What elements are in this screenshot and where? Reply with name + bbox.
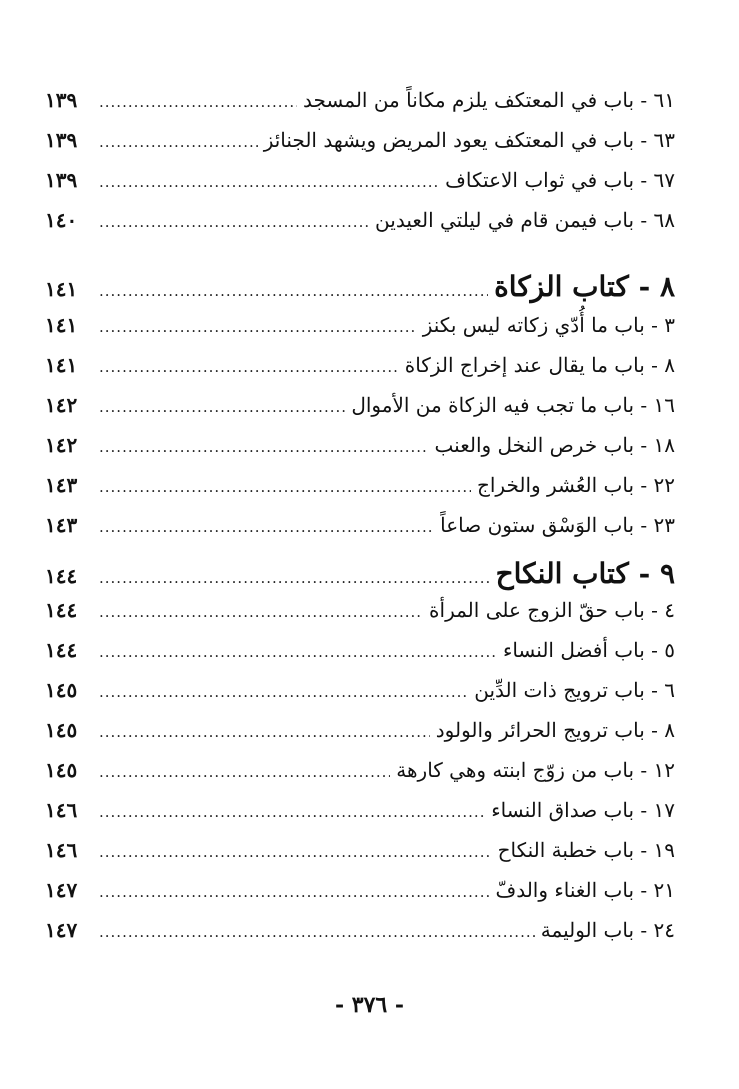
- dot-leader: [99, 173, 439, 191]
- dot-leader: [99, 643, 497, 661]
- entry-page-number: ١٤٠: [45, 208, 78, 232]
- toc-entry: [45, 473, 675, 497]
- entry-title: ٢٤ - باب الوليمة: [540, 918, 675, 942]
- dot-leader: [99, 358, 399, 376]
- entry-title: ٦٧ - باب في ثواب الاعتكاف: [445, 168, 675, 192]
- dot-leader: [99, 282, 488, 300]
- dot-leader: [99, 803, 485, 821]
- dot-leader: [99, 518, 434, 536]
- entry-page-number: ١٤١: [45, 313, 78, 337]
- entry-page-number: ١٤١: [45, 277, 78, 301]
- toc-entry: [45, 353, 675, 377]
- entry-title: ٢٣ - باب الوَسْق ستون صاعاً: [440, 513, 675, 537]
- toc-entry: [45, 208, 675, 232]
- dot-leader: [99, 478, 471, 496]
- toc-entry: [45, 313, 675, 337]
- dot-leader: [99, 93, 297, 111]
- entry-page-number: ١٤٧: [45, 918, 78, 942]
- toc-entry: [45, 838, 675, 862]
- entry-title: ١٦ - باب ما تجب فيه الزكاة من الأموال: [351, 393, 675, 417]
- entry-page-number: ١٤٣: [45, 473, 78, 497]
- chapter-title: ٨ - كتاب الزكاة: [494, 270, 675, 303]
- entry-title: ١٨ - باب خرص النخل والعنب: [434, 433, 675, 457]
- entry-title: ١٩ - باب خطبة النكاح: [497, 838, 675, 862]
- toc-entry: [45, 798, 675, 822]
- entry-page-number: ١٣٩: [45, 88, 78, 112]
- dot-leader: [99, 603, 423, 621]
- entry-title: ٢٢ - باب العُشر والخراج: [476, 473, 675, 497]
- entry-page-number: ١٤٤: [45, 598, 78, 622]
- dot-leader: [99, 133, 258, 151]
- entry-title: ٥ - باب أفضل النساء: [502, 638, 675, 662]
- entry-page-number: ١٣٩: [45, 168, 78, 192]
- entry-title: ٦١ - باب في المعتكف يلزم مكاناً من المسجد: [303, 88, 675, 112]
- toc-entry: [45, 638, 675, 662]
- entry-page-number: ١٤٤: [45, 564, 78, 588]
- entry-title: ٣ - باب ما أُدّي زكاته ليس بكنز: [422, 313, 675, 337]
- entry-page-number: ١٤٥: [45, 758, 78, 782]
- dot-leader: [99, 843, 492, 861]
- entry-title: ٦٣ - باب في المعتكف يعود المريض ويشهد الجنائز: [263, 128, 675, 152]
- entry-title: ١٢ - باب من زوّج ابنته وهي كارهة: [396, 758, 675, 782]
- dot-leader: [99, 438, 429, 456]
- entry-page-number: ١٤٦: [45, 798, 78, 822]
- toc-entry: [45, 393, 675, 417]
- chapter-title: ٩ - كتاب النكاح: [495, 557, 675, 590]
- entry-page-number: ١٤٢: [45, 433, 78, 457]
- entry-title: ٢١ - باب الغناء والدفّ: [495, 878, 675, 902]
- toc-entry: [45, 878, 675, 902]
- dot-leader: [99, 569, 490, 587]
- dot-leader: [99, 723, 430, 741]
- toc-entry: [45, 598, 675, 622]
- entry-title: ٦٨ - باب فيمن قام في ليلتي العيدين: [375, 208, 675, 232]
- page-number: - ٣٧٦ -: [334, 992, 405, 1018]
- toc-entry: [45, 433, 675, 457]
- entry-page-number: ١٤٢: [45, 393, 78, 417]
- entry-page-number: ١٤١: [45, 353, 78, 377]
- toc-entry: [45, 758, 675, 782]
- entry-page-number: ١٤٥: [45, 678, 78, 702]
- entry-title: ١٧ - باب صداق النساء: [491, 798, 675, 822]
- entry-title: ٨ - باب ترويج الحرائر والولود: [435, 718, 675, 742]
- entry-page-number: ١٣٩: [45, 128, 78, 152]
- dot-leader: [99, 683, 468, 701]
- toc-entry: [45, 88, 675, 112]
- toc-entry: [45, 128, 675, 152]
- entry-page-number: ١٤٧: [45, 878, 78, 902]
- toc-entry: [45, 718, 675, 742]
- entry-title: ٦ - باب ترويج ذات الدِّين: [474, 678, 675, 702]
- toc-entry: [45, 918, 675, 942]
- chapter-heading: [45, 557, 675, 590]
- entry-page-number: ١٤٣: [45, 513, 78, 537]
- toc-entry: [45, 513, 675, 537]
- entry-title: ٨ - باب ما يقال عند إخراج الزكاة: [404, 353, 675, 377]
- dot-leader: [99, 213, 369, 231]
- dot-leader: [99, 763, 390, 781]
- chapter-heading: [45, 270, 675, 303]
- entry-page-number: ١٤٤: [45, 638, 78, 662]
- entry-page-number: ١٤٦: [45, 838, 78, 862]
- dot-leader: [99, 923, 535, 941]
- entry-title: ٤ - باب حقّ الزوج على المرأة: [429, 598, 675, 622]
- dot-leader: [99, 398, 345, 416]
- dot-leader: [99, 318, 417, 336]
- entry-page-number: ١٤٥: [45, 718, 78, 742]
- dot-leader: [99, 883, 489, 901]
- toc-entry: [45, 678, 675, 702]
- toc-entry: [45, 168, 675, 192]
